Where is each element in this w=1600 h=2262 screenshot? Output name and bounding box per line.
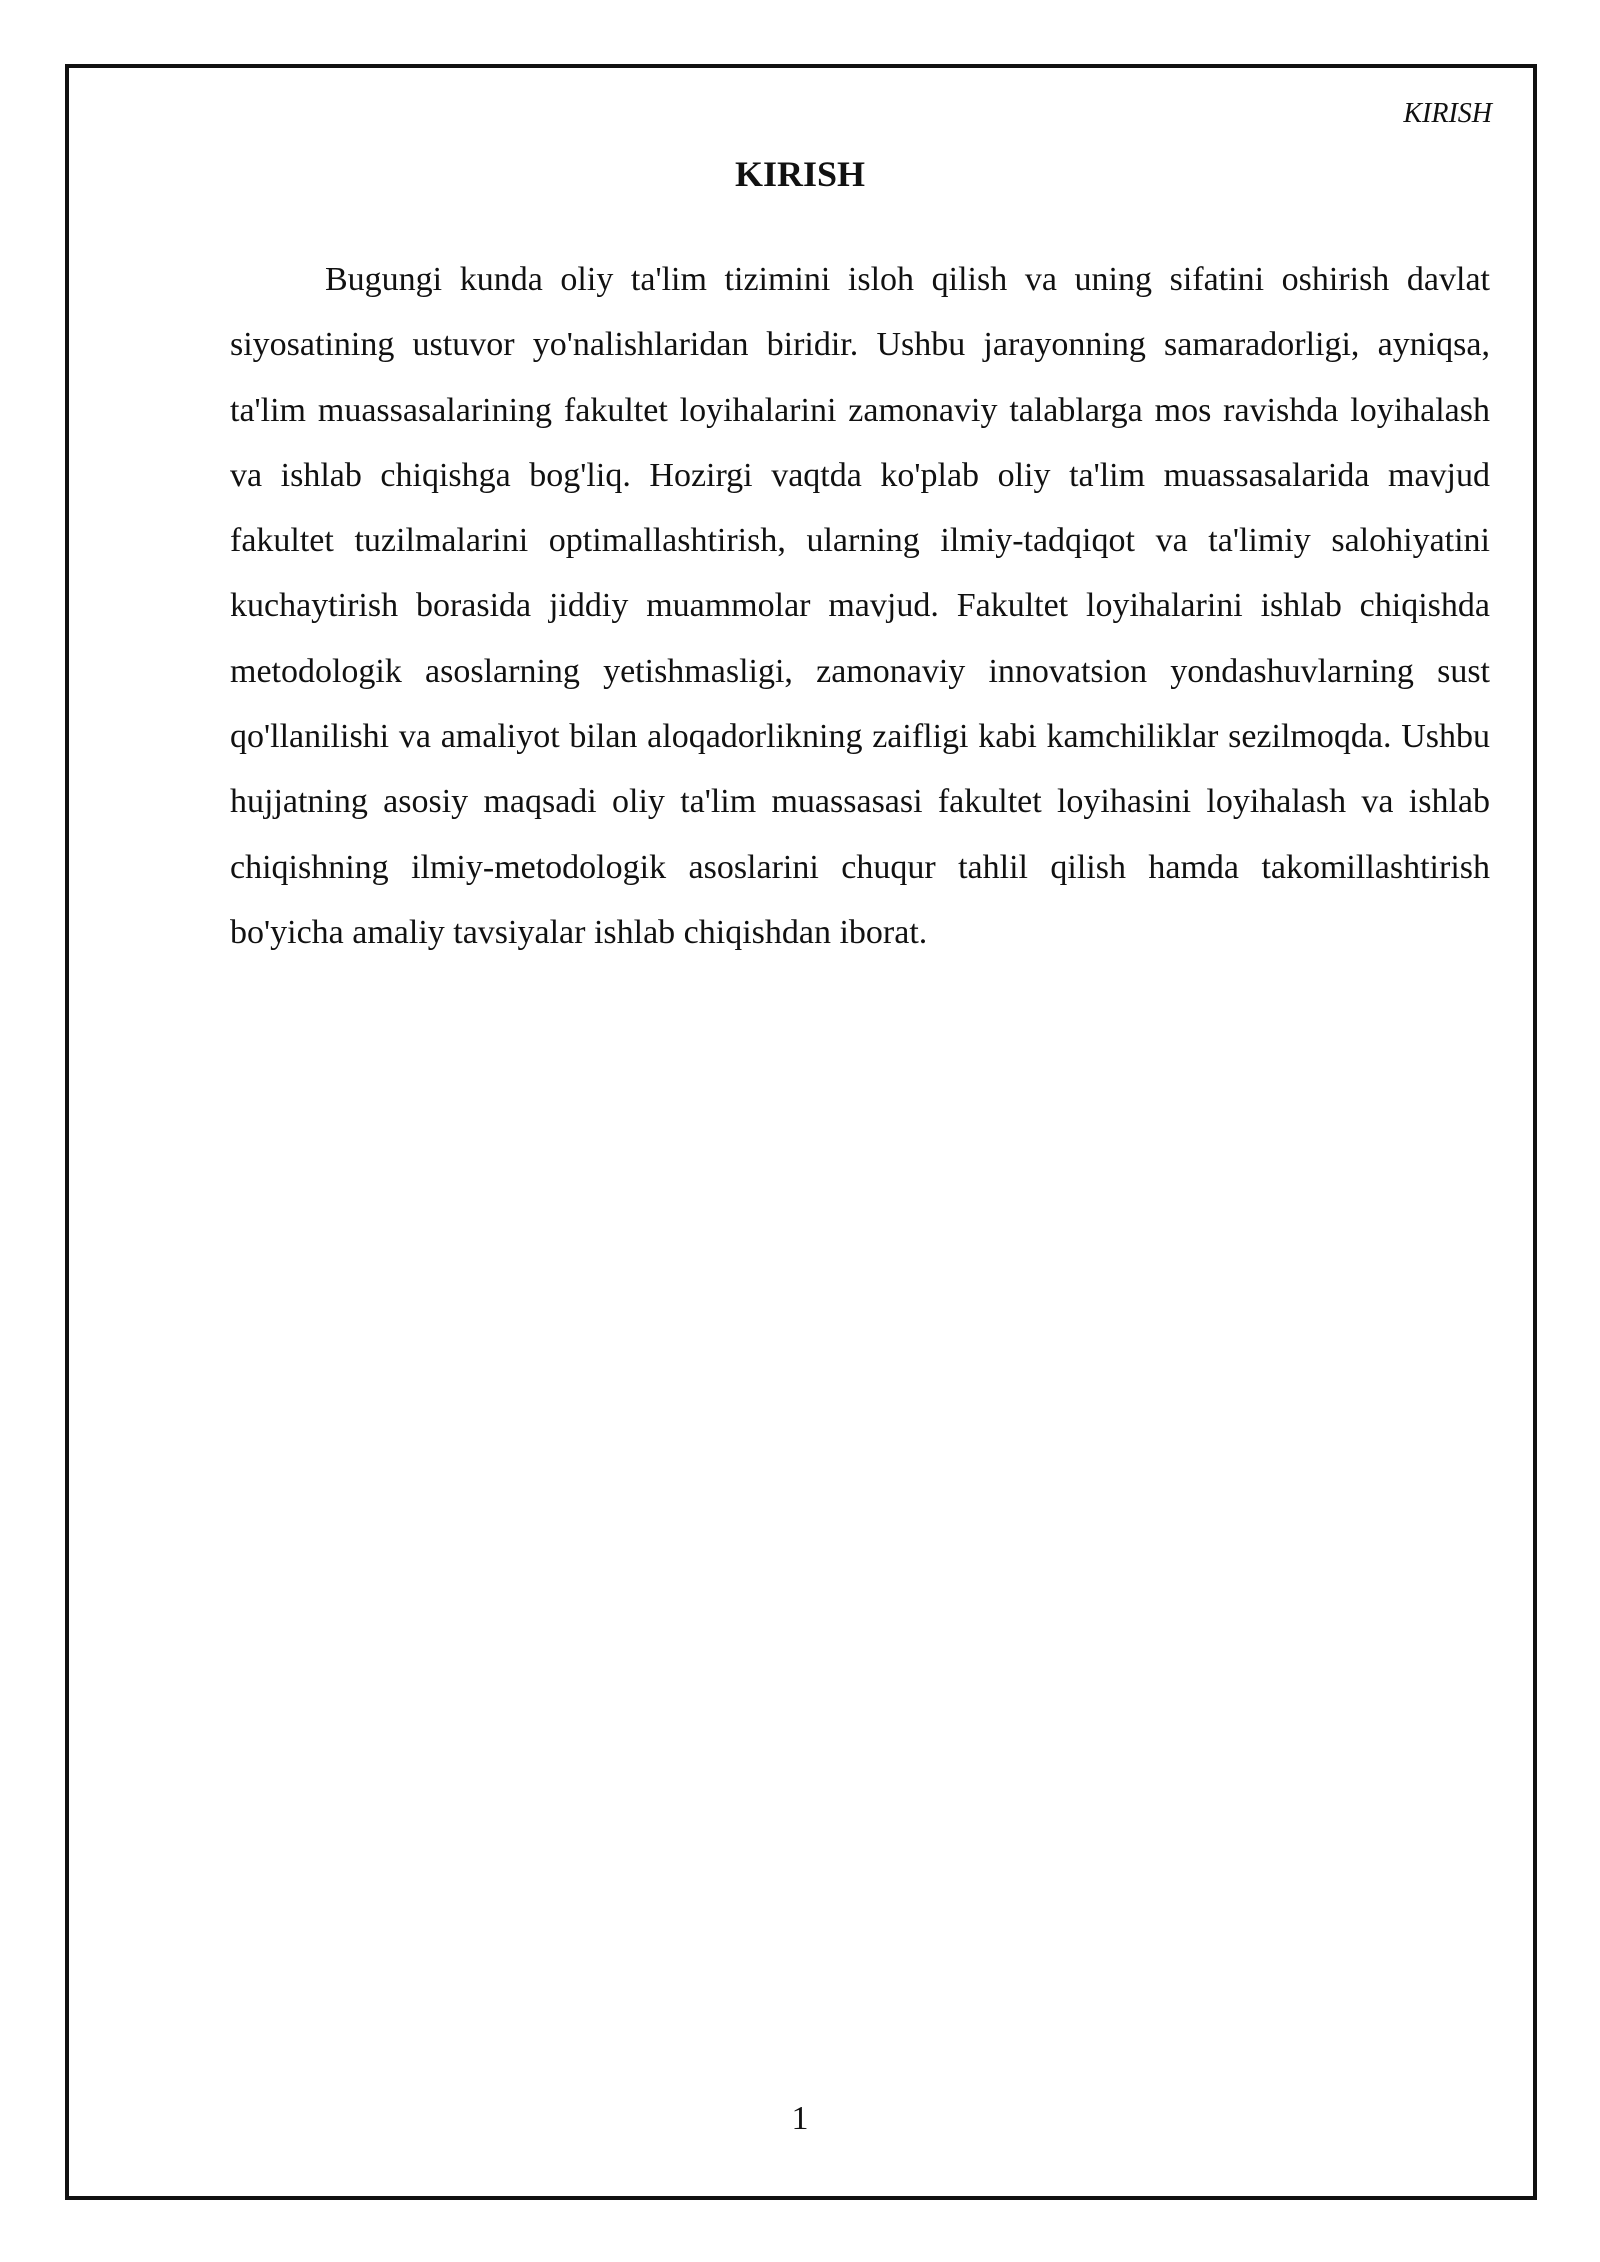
page-number: 1 [791,2100,809,2137]
page-title: KIRISH [734,154,866,194]
body-paragraph: Bugungi kunda oliy ta'lim tizimini isloh qilish va uning sifatini oshirish davlat siyosatining ustuvor yo'nalishlaridan biridir. Ushbu jarayonning samaradorligi, ayniqsa, ta'lim muassasalarining fakultet loyihalarini zamonaviy talablarga mos ravishda loyihalash va ishlab chiqishga bog'liq. Hozirgi vaqtda ko'plab oliy ta'lim muassasalarida mavjud fakultet tuzilmalarini optimallashtirish, ularning ilmiy-tadqiqot va ta'limiy salohiyatini kuchaytirish borasida jiddiy muammolar mavjud. Fakultet loyihalarini ishlab chiqishda metodologik asoslarning yetishmasligi, zamonaviy innovatsion yondashuvlarning sust qo'llanilishi va amaliyot bilan aloqadorlikning zaifligi kabi kamchiliklar sezilmoqda. Ushbu hujjatning asosiy maqsadi oliy ta'lim muassasasi fakultet loyihasini loyihalash va ishlab chiqishning ilmiy-metodologik asoslarini chuqur tahlil qilish hamda takomillashtirish bo'yicha amaliy tavsiyalar ishlab chiqishdan iborat. [230,261,1490,951]
running-header: KIRISH [1403,98,1492,129]
